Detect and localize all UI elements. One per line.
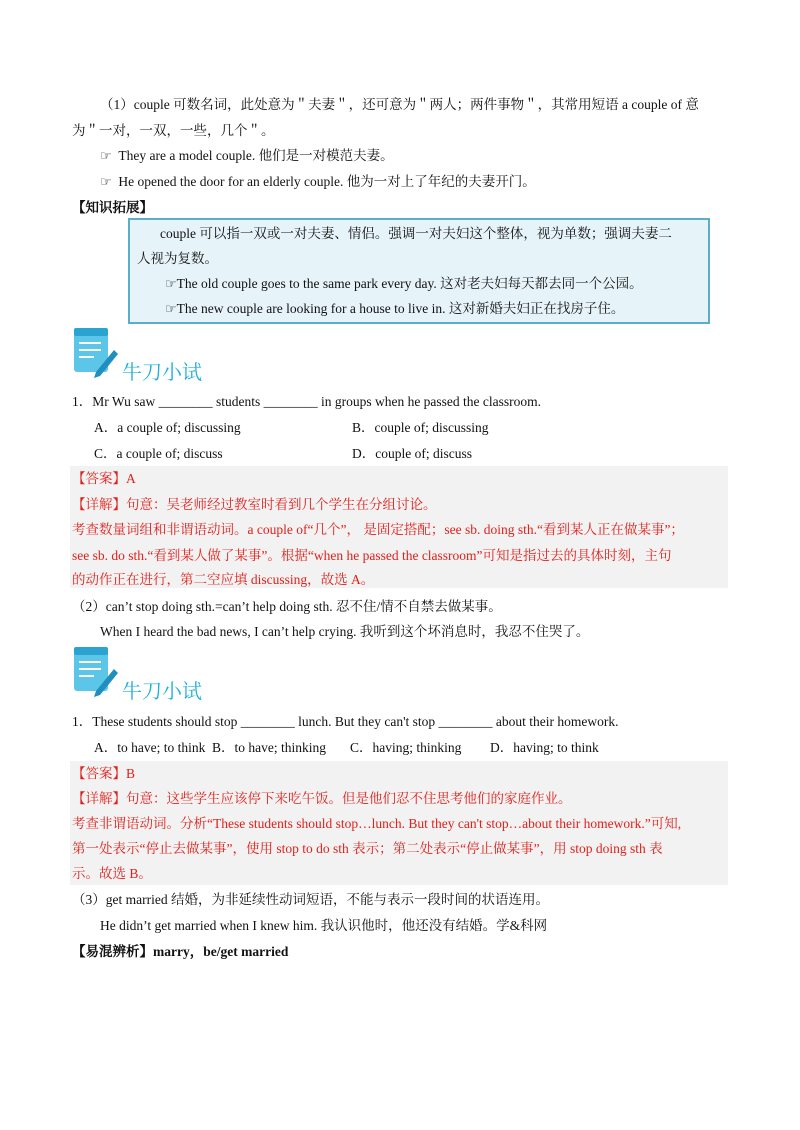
example-1: ☞ They are a model couple. 他们是一对模范夫妻。 — [100, 148, 394, 164]
example-2: ☞ He opened the door for an elderly couple. 他为一对上了年纪的夫妻开门。 — [100, 174, 536, 190]
quiz1-option-d: D．couple of; discuss — [352, 446, 472, 461]
quiz2-title: 牛刀小试 — [122, 679, 202, 703]
section2-line2: When I heard the bad news, I can’t help crying. 我听到这个坏消息时，我忍不住哭了。 — [100, 624, 590, 639]
section3-line1: （3）get married 结婚，为非延续性动词短语，不能与表示一段时间的状语连用。 — [72, 892, 549, 907]
quiz2-detail-1: 【详解】句意：这些学生应该停下来吃午饭。但是他们忍不住思考他们的家庭作业。 — [72, 791, 572, 806]
quiz1-title: 牛刀小试 — [122, 360, 202, 384]
quiz2-option-b: B．to have; thinking — [212, 740, 326, 755]
pointing-hand-icon: ☞ — [165, 277, 177, 292]
quiz1-option-b: B．couple of; discussing — [352, 420, 489, 435]
quiz2-detail-2: 考查非谓语动词。分析“These students should stop…lunch. But they can't stop…about their homework.”可知, — [72, 816, 682, 831]
quiz2-option-c: C．having; thinking — [350, 740, 462, 755]
quiz1-answer: 【答案】A — [72, 471, 136, 486]
quiz1-detail-1: 【详解】句意：吴老师经过教室时看到几个学生在分组讨论。 — [72, 497, 437, 512]
quiz1-option-a: A．a couple of; discussing — [94, 420, 241, 435]
quiz2-question: 1．These students should stop ________ lunch. But they can't stop ________ about their homework. — [72, 714, 619, 729]
quiz1-detail-4: 的动作正在进行，第二空应填 discussing，故选 A。 — [72, 572, 375, 587]
extension-line2: 人视为复数。 — [137, 251, 218, 266]
section1-line2: 为＂一对，一双，一些，几个＂。 — [72, 123, 275, 138]
section1-line1: （1）couple 可数名词，此处意为＂夫妻＂，还可意为＂两人；两件事物＂，其常用短语 a couple of 意 — [100, 97, 699, 112]
extension-example-1: ☞The old couple goes to the same park every day. 这对老夫妇每天都去同一个公园。 — [165, 276, 643, 292]
extension-heading: 【知识拓展】 — [72, 200, 153, 215]
extension-example-2: ☞The new couple are looking for a house to live in. 这对新婚夫妇正在找房子住。 — [165, 301, 625, 317]
quiz1-detail-2: 考查数量词组和非谓语动词。a couple of“几个”， 是固定搭配；see sb. doing sth.“看到某人正在做某事”； — [72, 522, 684, 537]
quiz1-detail-3: see sb. do sth.“看到某人做了某事”。根据“when he passed the classroom”可知是指过去的具体时刻，主句 — [72, 548, 672, 563]
pointing-hand-icon: ☞ — [100, 149, 112, 164]
section2-line1: （2）can’t stop doing sth.=can’t help doing sth. 忍不住/情不自禁去做某事。 — [72, 599, 502, 614]
confusion-heading: 【易混辨析】marry，be/get married — [72, 944, 289, 959]
extension-line1: couple 可以指一双或一对夫妻、情侣。强调一对夫妇这个整体，视为单数；强调夫妻二 — [160, 226, 672, 241]
quiz2-detail-3: 第一处表示“停止去做某事”，使用 stop to do sth 表示；第二处表示“停止做某事”，用 stop doing sth 表 — [72, 841, 663, 856]
quiz2-detail-4: 示。故选 B。 — [72, 866, 152, 881]
pointing-hand-icon: ☞ — [100, 175, 112, 190]
section3-line2: He didn’t get married when I knew him. 我认识他时，他还没有结婚。学&科网 — [100, 918, 548, 933]
quiz2-option-a: A．to have; to think — [94, 740, 206, 755]
quiz1-question: 1．Mr Wu saw ________ students ________ in groups when he passed the classroom. — [72, 394, 542, 409]
quiz1-option-c: C．a couple of; discuss — [94, 446, 223, 461]
notepad-pencil-icon — [74, 328, 118, 380]
quiz2-option-d: D．having; to think — [490, 740, 599, 755]
quiz2-answer: 【答案】B — [72, 766, 136, 781]
pointing-hand-icon: ☞ — [165, 302, 177, 317]
notepad-pencil-icon — [74, 647, 118, 699]
